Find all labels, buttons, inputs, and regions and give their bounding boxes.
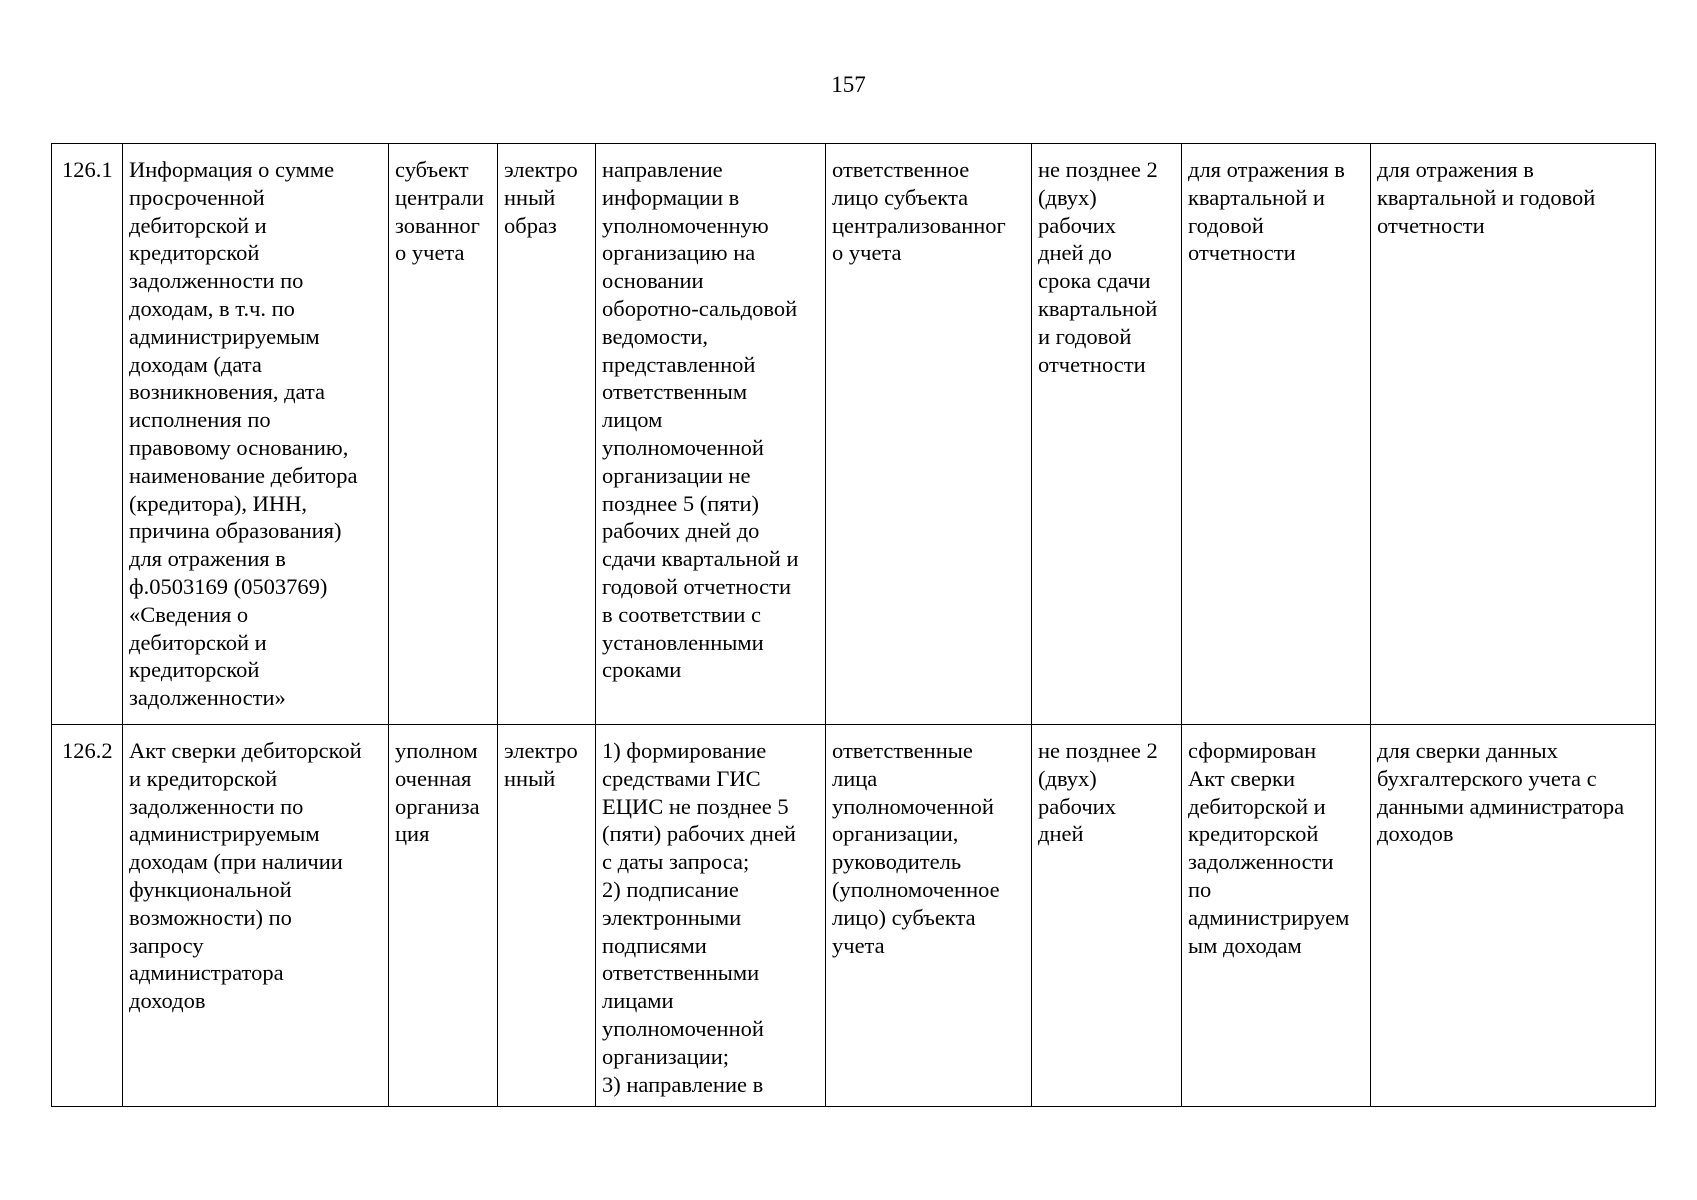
row-number: 126.1 [52,144,123,725]
responsible-subject-cell: субъект централи зованног о учета [389,144,498,725]
table-row [52,144,1656,725]
result-cell: сформирован Акт сверки дебиторской и кредиторской задолженности по администрируем ым доходам [1182,725,1371,1107]
format-cell: электро нный образ [498,144,596,725]
format-cell: электро нный [498,725,596,1107]
result-cell: для отражения в квартальной и годовой отчетности [1182,144,1371,725]
purpose-cell: для сверки данных бухгалтерского учета с данными администратора доходов [1371,725,1656,1107]
information-name-cell: Акт сверки дебиторской и кредиторской задолженности по администрируемым доходам (при наличии функциональной возможности) по запросу администратора доходов [123,725,389,1107]
table-row [52,725,1656,1107]
document-table [51,143,1656,1107]
procedure-cell: 1) формирование средствами ГИС ЕЦИС не позднее 5 (пяти) рабочих дней с даты запроса; 2) подписание электронными подписями ответственными лицами уполномоченной организации; 3) направление в [596,725,826,1107]
purpose-cell: для отражения в квартальной и годовой отчетности [1371,144,1656,725]
responsible-person-cell: ответственные лица уполномоченной организации, руководитель (уполномоченное лицо) субъекта учета [826,725,1032,1107]
row-number: 126.2 [52,725,123,1107]
deadline-cell: не позднее 2 (двух) рабочих дней до срока сдачи квартальной и годовой отчетности [1032,144,1182,725]
procedure-cell: направление информации в уполномоченную организацию на основании оборотно-сальдовой ведомости, представленной ответственным лицом уполномоченной организации не позднее 5 (пяти) рабочих дней до сдачи квартальной и годовой отчетности в соответствии с установленными сроками [596,144,826,725]
responsible-subject-cell: уполном оченная организа ция [389,725,498,1107]
page-number: 157 [831,72,866,97]
responsible-person-cell: ответственное лицо субъекта централизованног о учета [826,144,1032,725]
deadline-cell: не позднее 2 (двух) рабочих дней [1032,725,1182,1107]
information-name-cell: Информация о сумме просроченной дебиторской и кредиторской задолженности по доходам, в т.ч. по администрируемым доходам (дата возникновения, дата исполнения по правовому основанию, наименование дебитора (кредитора), ИНН, причина образования) для отражения в ф.0503169 (0503769) «Сведения о дебиторской и кредиторской задолженности» [123,144,389,725]
